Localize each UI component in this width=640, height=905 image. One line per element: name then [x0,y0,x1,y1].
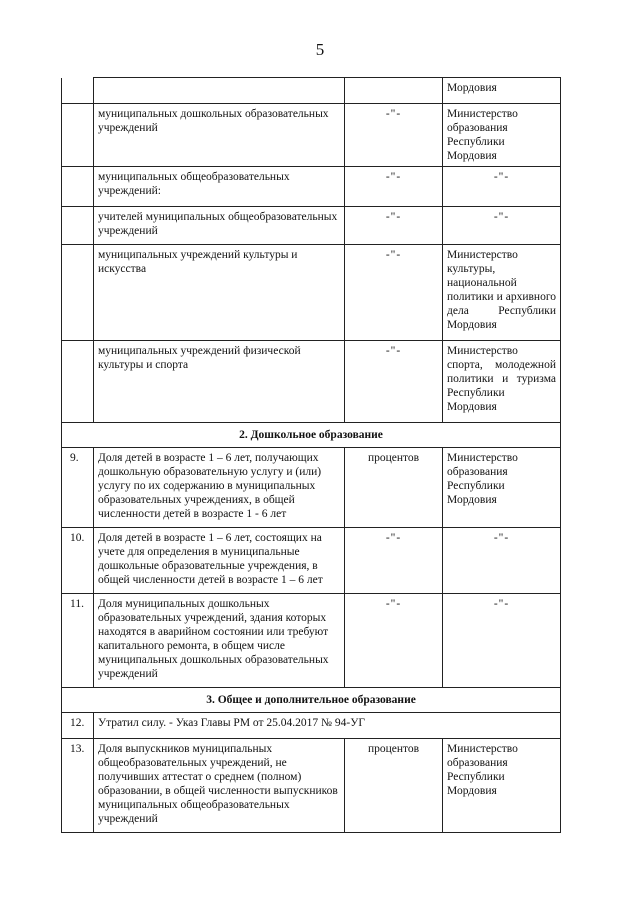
row-number [62,167,94,207]
responsible-org: Министерство образования Республики Мордовия [443,448,561,528]
unit-cell [345,78,443,104]
indicator-text: муниципальных дошкольных образовательных учреждений [94,104,345,167]
section-header [62,688,561,713]
unit-cell: процентов [345,448,443,528]
unit-cell: -"- [345,245,443,341]
responsible-org: Министерство спорта, молодежной политики и туризма Республики Мордовия [443,341,561,423]
row-number [62,104,94,167]
row-number [62,341,94,423]
responsible-org: Мордовия [443,78,561,104]
unit-cell: процентов [345,739,443,833]
table-row [62,167,561,207]
responsible-org: -"- [443,594,561,688]
table-row [62,713,561,739]
indicator-text [94,78,345,104]
row-number: 13. [62,739,94,833]
table-row [62,528,561,594]
indicator-text: Утратил силу. - Указ Главы РМ от 25.04.2017 № 94-УГ [94,713,561,739]
section-title: 3. Общее и дополнительное образование [62,688,561,713]
indicator-text: муниципальных общеобразовательных учреждений: [94,167,345,207]
indicator-text: Доля выпускников муниципальных общеобразовательных учреждений, не получивших аттестат о среднем (полном) образовании, в общей численности выпускников муниципальных общеобразовательных учреждений [94,739,345,833]
row-number: 10. [62,528,94,594]
responsible-org: Министерство образования Республики Мордовия [443,739,561,833]
row-number [62,78,94,104]
indicator-text: Доля детей в возрасте 1 – 6 лет, получающих дошкольную образовательную услугу и (или) услугу по их содержанию в муниципальных образовательных учреждениях, в общей численности детей в возрасте 1 - 6 лет [94,448,345,528]
table-row [62,104,561,167]
unit-cell: -"- [345,341,443,423]
unit-cell: -"- [345,594,443,688]
row-number: 12. [62,713,94,739]
responsible-org: -"- [443,528,561,594]
table-row [62,245,561,341]
table-row [62,448,561,528]
table-row [62,594,561,688]
row-number: 9. [62,448,94,528]
unit-cell: -"- [345,207,443,245]
unit-cell: -"- [345,167,443,207]
indicator-text: учителей муниципальных общеобразовательных учреждений [94,207,345,245]
page-number: 5 [315,40,325,59]
row-number [62,207,94,245]
indicator-text: муниципальных учреждений культуры и искусства [94,245,345,341]
indicator-text: Доля детей в возрасте 1 – 6 лет, состоящих на учете для определения в муниципальные дошкольные образовательные учреждения, в общей численности детей в возрасте 1 – 6 лет [94,528,345,594]
table-row [62,341,561,423]
indicator-text: Доля муниципальных дошкольных образовательных учреждений, здания которых находятся в аварийном состоянии или требуют капитального ремонта, в общем числе муниципальных дошкольных образовательных учреждений [94,594,345,688]
section-title: 2. Дошкольное образование [62,423,561,448]
table-row [62,739,561,833]
responsible-org: -"- [443,167,561,207]
section-header [62,423,561,448]
responsible-org: Министерство образования Республики Мордовия [443,104,561,167]
table-row [62,78,561,104]
unit-cell: -"- [345,528,443,594]
row-number [62,245,94,341]
responsible-org: Министерство культуры, национальной политики и архивного дела Республики Мордовия [443,245,561,341]
row-number: 11. [62,594,94,688]
indicator-table [61,77,561,833]
unit-cell: -"- [345,104,443,167]
table-row [62,207,561,245]
indicator-text: муниципальных учреждений физической культуры и спорта [94,341,345,423]
responsible-org: -"- [443,207,561,245]
